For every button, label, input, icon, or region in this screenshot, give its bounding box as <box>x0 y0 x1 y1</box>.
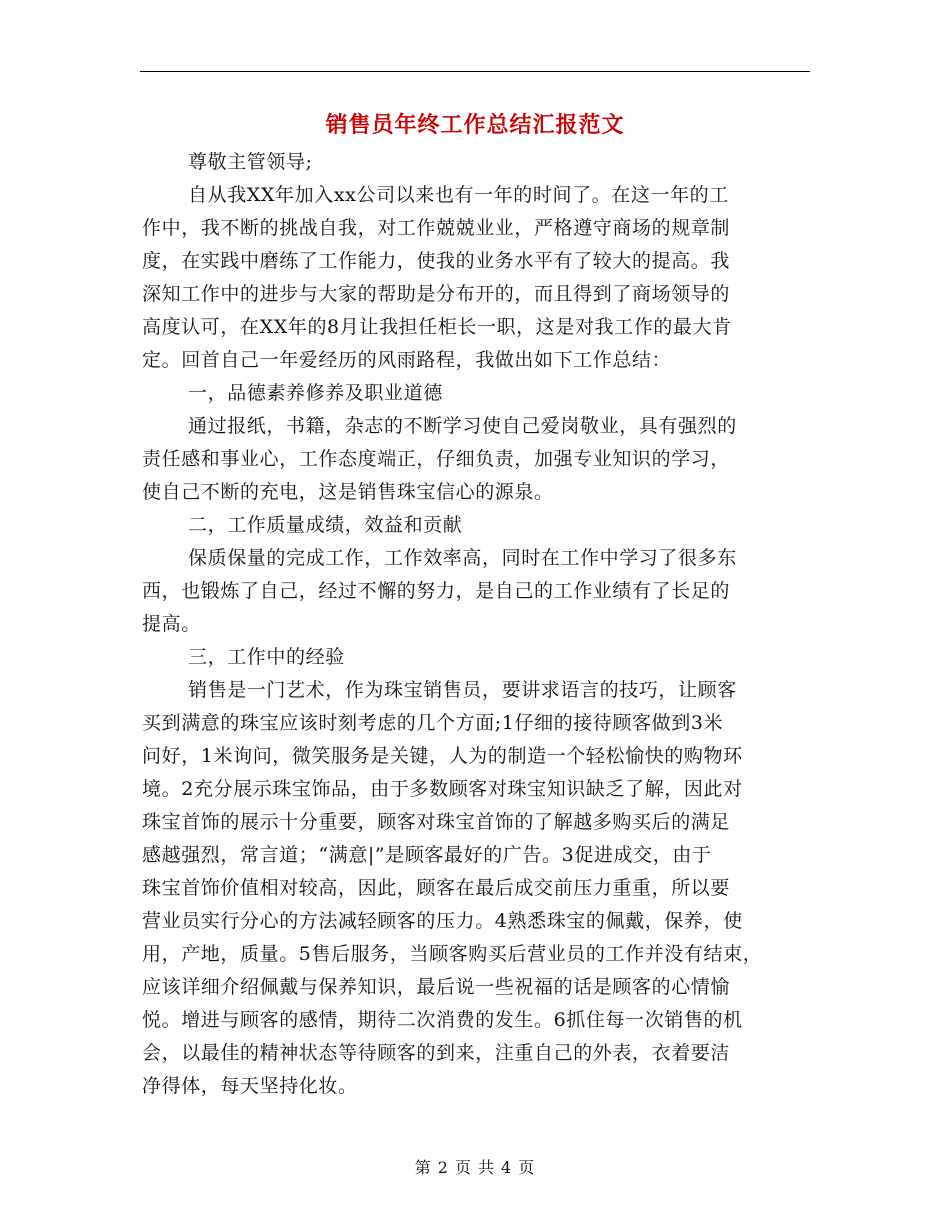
current-page-number: 2 <box>437 1158 449 1177</box>
text-line: 珠宝首饰价值相对较高，因此，顾客在最后成交前压力重重，所以要 <box>142 877 731 899</box>
text-line: 定。回首自己一年爱经历的风雨路程，我做出如下工作总结： <box>142 349 672 371</box>
text-line: 度，在实践中磨练了工作能力，使我的业务水平有了较大的提高。我 <box>142 250 731 272</box>
text-line: 二，工作质量成绩，效益和贡献 <box>188 514 463 536</box>
header-rule <box>140 71 810 72</box>
text-line: 营业员实行分心的方法减轻顾客的压力。4熟悉珠宝的佩戴，保养，使 <box>142 910 743 932</box>
text-line: 高度认可，在XX年的8月让我担任柜长一职，这是对我工作的最大肯 <box>142 316 732 338</box>
text-line: 责任感和事业心，工作态度端正，仔细负责，加强专业知识的学习， <box>142 448 731 470</box>
text-line: 销售是一门艺术，作为珠宝销售员，要讲求语言的技巧，让顾客 <box>188 679 737 701</box>
text-line: 深知工作中的进步与大家的帮助是分布开的，而且得到了商场领导的 <box>142 283 731 305</box>
text-line: 尊敬主管领导; <box>188 151 313 173</box>
text-line: 三，工作中的经验 <box>188 646 345 668</box>
text-line: 作中，我不断的挑战自我，对工作兢兢业业，严格遵守商场的规章制 <box>142 217 731 239</box>
page-label-suffix: 页 <box>518 1158 536 1177</box>
document-title: 销售员年终工作总结汇报范文 <box>325 112 625 138</box>
text-line: 一，品德素养修养及职业道德 <box>188 382 443 404</box>
text-line: 买到满意的珠宝应该时刻考虑的几个方面;1仔细的接待顾客做到3米 <box>142 712 724 734</box>
document-body <box>142 146 810 1103</box>
text-line: 感越强烈，常言道；“满意|”是顾客最好的广告。3促进成交，由于 <box>142 844 712 866</box>
text-line: 提高。 <box>142 613 201 635</box>
text-line: 通过报纸，书籍，杂志的不断学习使自己爱岗敬业，具有强烈的 <box>188 415 737 437</box>
text-line: 西，也锻炼了自己，经过不懈的努力，是自己的工作业绩有了长足的 <box>142 580 731 602</box>
text-line: 保质保量的完成工作，工作效率高，同时在工作中学习了很多东 <box>188 547 737 569</box>
text-line: 会，以最佳的精神状态等待顾客的到来，注重自己的外表，衣着要洁 <box>142 1042 731 1064</box>
text-line: 用，产地，质量。5售后服务，当顾客购买后营业员的工作并没有结束， <box>142 943 763 965</box>
text-line: 自从我XX年加入xx公司以来也有一年的时间了。在这一年的工 <box>188 184 729 206</box>
text-line: 境。2充分展示珠宝饰品，由于多数顾客对珠宝知识缺乏了解，因此对 <box>142 778 743 800</box>
text-line: 应该详细介绍佩戴与保养知识，最后说一些祝福的话是顾客的心情愉 <box>142 976 731 998</box>
text-line: 珠宝首饰的展示十分重要，顾客对珠宝首饰的了解越多购买后的满足 <box>142 811 731 833</box>
page-label-mid: 页 共 <box>454 1158 496 1177</box>
text-line: 问好，1米询问，微笑服务是关键，人为的制造一个轻松愉快的购物环 <box>142 745 743 767</box>
total-pages-number: 4 <box>501 1158 513 1177</box>
page-footer <box>0 1155 950 1178</box>
text-line: 悦。增进与顾客的感情，期待二次消费的发生。6抓住每一次销售的机 <box>142 1009 743 1031</box>
text-line: 使自己不断的充电，这是销售珠宝信心的源泉。 <box>142 481 554 503</box>
page-label-prefix: 第 <box>414 1158 432 1177</box>
text-line: 净得体，每天坚持化妆。 <box>142 1075 358 1097</box>
